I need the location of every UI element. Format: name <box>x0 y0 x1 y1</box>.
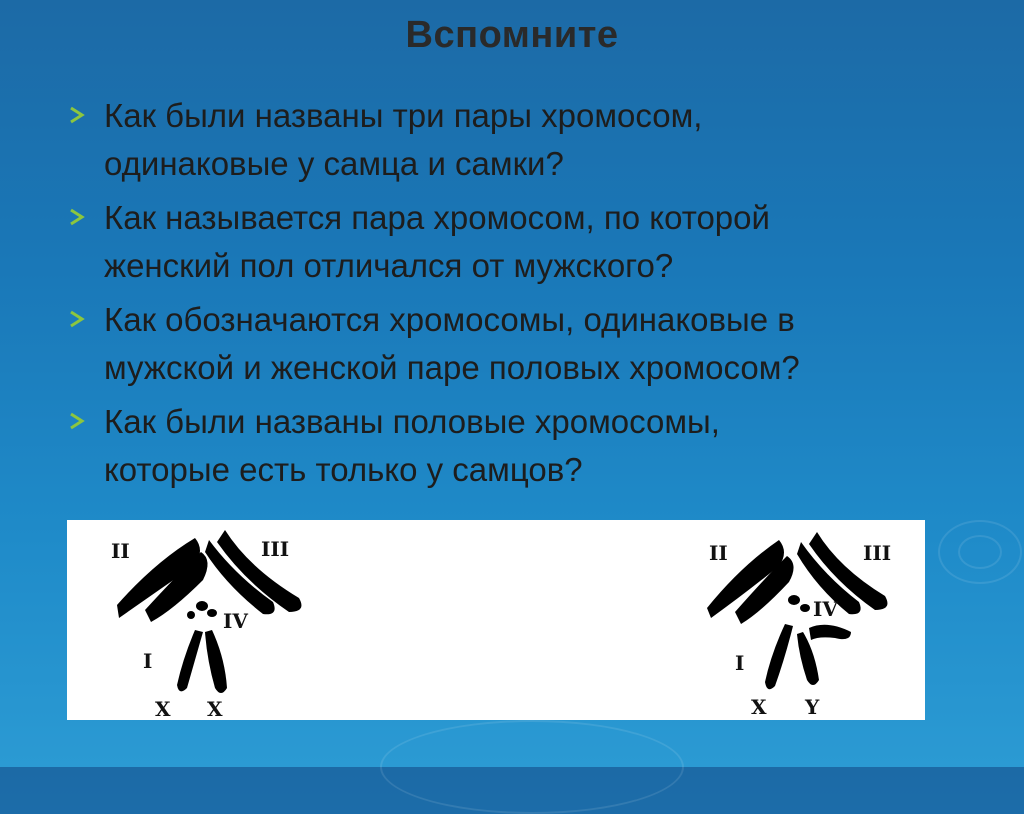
question-text: Как были названы половые хромосомы, которые есть только у самцов? <box>104 403 720 488</box>
chromosome-label: IV <box>813 597 838 621</box>
chromosome <box>809 625 851 640</box>
chromosome-label: X <box>155 697 171 720</box>
question-text: Как были названы три пары хромосом, одинаковые у самца и самки? <box>104 97 703 182</box>
female-karyotype <box>111 530 301 720</box>
chromosome-label: II <box>111 539 130 563</box>
question-text: Как называется пара хромосом, по которой женский пол отличался от мужского? <box>104 199 770 284</box>
question-item <box>68 194 968 290</box>
chromosome-label: X <box>751 695 767 719</box>
chromosome <box>196 601 208 611</box>
arrow-right-icon <box>68 296 104 328</box>
background-ripple <box>380 720 684 814</box>
question-item <box>68 92 968 188</box>
background-ripple <box>958 535 1002 569</box>
chromosome-label: X <box>207 697 223 720</box>
chromosome <box>797 632 819 685</box>
chromosome-label: III <box>863 541 892 565</box>
question-list <box>68 92 968 500</box>
chromosome-label: IV <box>223 609 248 633</box>
question-text: Как обозначаются хромосомы, одинаковые в мужской и женской паре половых хромосом? <box>104 301 800 386</box>
chromosome <box>205 630 227 693</box>
chromosome-label: III <box>261 537 290 561</box>
male-karyotype <box>707 532 891 719</box>
question-item <box>68 296 968 392</box>
chromosome <box>788 595 800 605</box>
chromosome <box>207 609 217 617</box>
chromosome <box>187 611 195 619</box>
chromosome-label: Y <box>805 695 820 719</box>
chromosome <box>765 624 793 689</box>
chromosome-label: II <box>709 541 728 565</box>
chromosome <box>177 630 203 691</box>
slide-title: Вспомните <box>405 14 619 56</box>
chromosome-figure <box>67 520 925 720</box>
chromosome-label: I <box>143 649 153 673</box>
chromosome-label: I <box>735 651 745 675</box>
chromosome <box>800 604 810 612</box>
question-item <box>68 398 968 494</box>
arrow-right-icon <box>68 398 104 430</box>
arrow-right-icon <box>68 92 104 124</box>
arrow-right-icon <box>68 194 104 226</box>
